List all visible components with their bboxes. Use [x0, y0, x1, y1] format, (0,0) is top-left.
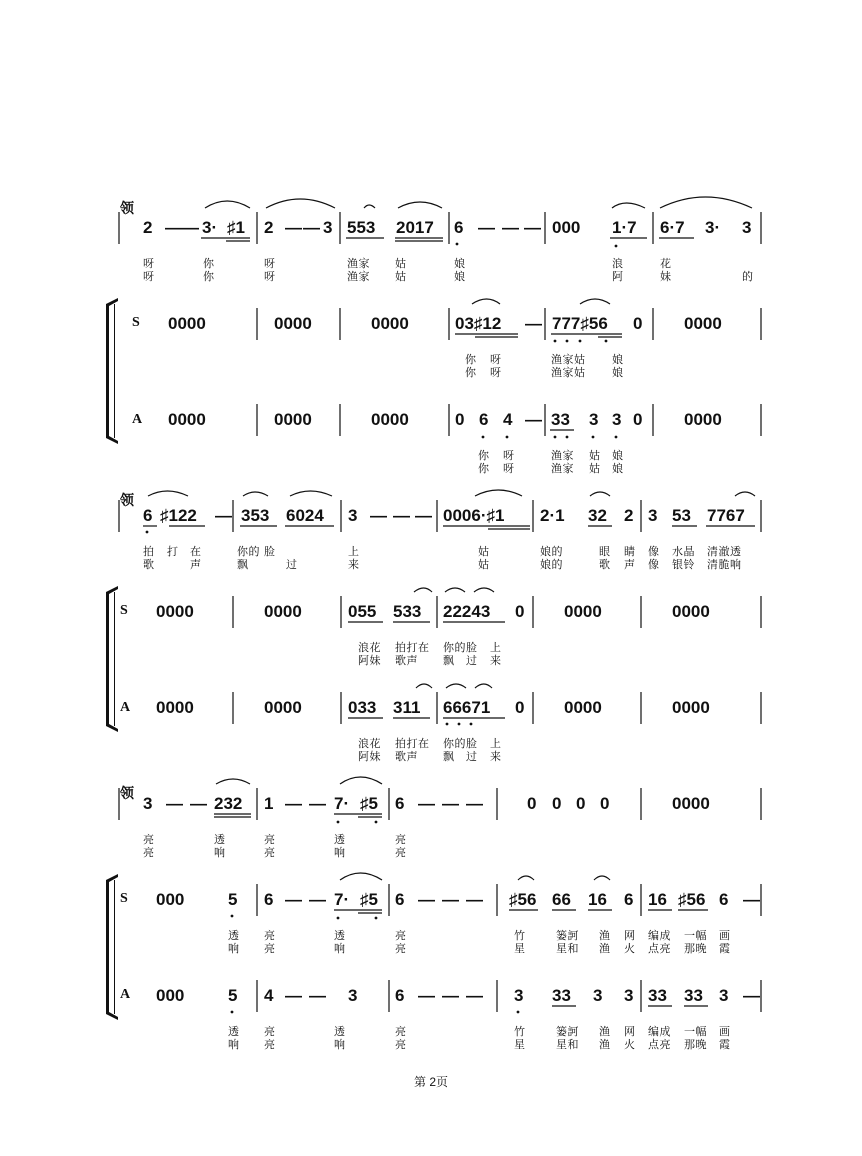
- note: 0006·♯1: [443, 506, 505, 525]
- note: —: [285, 794, 302, 813]
- note: 33: [684, 986, 703, 1005]
- lyric: 篓訶: [556, 1025, 579, 1038]
- note: —: [466, 890, 483, 909]
- lyric: 呀: [264, 270, 276, 283]
- note: 0000: [264, 698, 302, 717]
- note: 3: [719, 986, 729, 1005]
- lyric: 娘: [612, 462, 624, 475]
- note: 1: [264, 794, 274, 813]
- lyric: 响: [214, 846, 226, 859]
- lyric: 娘: [612, 353, 624, 366]
- lyric: 过: [466, 654, 478, 667]
- note: 000: [156, 890, 185, 909]
- lyric: 呀: [490, 353, 502, 366]
- note: 0: [633, 410, 643, 429]
- lyric: 渔家: [347, 270, 370, 283]
- soprano-voice-label: S: [132, 315, 140, 330]
- note: —: [165, 218, 182, 237]
- note: 0: [455, 410, 465, 429]
- note: 000: [552, 218, 581, 237]
- lyric: 呀: [264, 257, 276, 270]
- lyric: 飘: [443, 750, 455, 763]
- lyric: 亮: [264, 1025, 276, 1038]
- lyric: 亮: [143, 846, 155, 859]
- lyric: 网: [624, 1025, 636, 1038]
- lyric: 一幅: [684, 929, 707, 942]
- lyric: 渔家姑: [551, 353, 586, 366]
- note: 16: [588, 890, 607, 909]
- note: 000: [156, 986, 185, 1005]
- note: —: [525, 314, 542, 333]
- lyric: 火: [624, 1038, 636, 1051]
- lyric: 声: [190, 558, 202, 571]
- lyric: 响: [334, 1038, 346, 1051]
- note: 3·: [705, 218, 721, 237]
- lyric: 过: [286, 558, 298, 571]
- note: 3: [514, 986, 524, 1005]
- lyric: 上: [490, 641, 502, 654]
- lyric: 娘: [612, 449, 624, 462]
- lyric: 渔: [599, 1038, 611, 1051]
- note: 0: [527, 794, 537, 813]
- note: 0000: [672, 602, 710, 621]
- lyric: 呀: [143, 257, 155, 270]
- lyric: 渔家: [551, 462, 574, 475]
- alto-voice-label: A: [132, 412, 143, 427]
- note: 66671: [443, 698, 491, 717]
- note: 3: [143, 794, 153, 813]
- lyric: 那晚: [684, 1038, 707, 1051]
- note: —: [418, 794, 435, 813]
- lyric: 歌: [143, 558, 155, 571]
- note: —: [442, 794, 459, 813]
- lyric: 编成: [648, 1025, 671, 1038]
- lyric: 你: [203, 257, 215, 270]
- lyric: 像: [648, 558, 660, 571]
- note: 6: [479, 410, 489, 429]
- lyric: 霞: [719, 1038, 731, 1051]
- soprano-voice-label: S: [120, 891, 128, 906]
- lyric: 阿妹: [358, 654, 381, 667]
- alto-voice-label: A: [120, 987, 131, 1002]
- note: 0: [633, 314, 643, 333]
- note: —: [524, 218, 541, 237]
- lyric: 响: [334, 846, 346, 859]
- note: 5: [228, 890, 238, 909]
- note: 3: [648, 506, 658, 525]
- note: —: [466, 986, 483, 1005]
- note: 311: [393, 698, 421, 717]
- lyric: 阿妹: [358, 750, 381, 763]
- lyric: 娘的: [540, 558, 563, 571]
- lyric: 在: [190, 545, 202, 558]
- lyric: 姑: [478, 558, 490, 571]
- lyric: 点亮: [648, 942, 671, 955]
- page-number: 第 2页: [413, 1075, 448, 1089]
- lyric: 响: [228, 942, 240, 955]
- note: 33: [551, 410, 570, 429]
- lyric: 妹: [660, 270, 672, 283]
- lyric: 一幅: [684, 1025, 707, 1038]
- lyric: 响: [228, 1038, 240, 1051]
- lyric: 娘的: [540, 545, 563, 558]
- note: 0000: [274, 410, 312, 429]
- note: 353: [241, 506, 270, 525]
- lyric: 渔: [599, 1025, 611, 1038]
- note: 6: [719, 890, 729, 909]
- lyric: 姑: [589, 462, 601, 475]
- note: 6: [395, 890, 405, 909]
- note: 6: [454, 218, 464, 237]
- lyric: 拍: [143, 545, 155, 558]
- lyric: 的: [742, 270, 754, 283]
- note: 0000: [564, 602, 602, 621]
- note: 0000: [564, 698, 602, 717]
- note: 533: [393, 602, 422, 621]
- note: 33: [552, 986, 571, 1005]
- note: —: [309, 794, 326, 813]
- lyric: 来: [348, 558, 360, 571]
- note: 6: [143, 506, 153, 525]
- note: 232: [214, 794, 243, 813]
- lyric: 霞: [719, 942, 731, 955]
- lyric: 姑: [589, 449, 601, 462]
- note: —: [309, 890, 326, 909]
- lyric: 渔家姑: [551, 366, 586, 379]
- lyric: 透: [334, 929, 346, 942]
- note: 0000: [264, 602, 302, 621]
- lyric: 星和: [556, 1038, 579, 1051]
- lyric: 火: [624, 942, 636, 955]
- lyric: 水晶: [672, 545, 695, 558]
- note: 0000: [684, 410, 722, 429]
- lyric: 亮: [264, 942, 276, 955]
- note: 3: [589, 410, 599, 429]
- note: ♯56: [678, 890, 706, 909]
- lyric: 你的: [237, 545, 260, 558]
- lyric: 呀: [503, 449, 515, 462]
- note: —: [415, 506, 432, 525]
- lyric: 星和: [556, 942, 579, 955]
- note: 2: [143, 218, 153, 237]
- note: 3·: [202, 218, 218, 237]
- lyric: 拍打在: [395, 737, 430, 750]
- lyric: 睛: [624, 545, 636, 558]
- lyric: 你: [465, 353, 477, 366]
- lyric: 来: [490, 654, 502, 667]
- lyric: 亮: [395, 1038, 407, 1051]
- lyric: 银铃: [672, 558, 695, 571]
- lead-voice-label: 领: [120, 202, 134, 217]
- note: 0: [515, 602, 525, 621]
- lyric: 娘: [454, 257, 466, 270]
- lyric: 亮: [395, 942, 407, 955]
- note: —: [502, 218, 519, 237]
- note: 33: [648, 986, 667, 1005]
- lyric: 星: [514, 1038, 526, 1051]
- lyric: 你: [478, 449, 490, 462]
- note: 055: [348, 602, 377, 621]
- note: —: [442, 890, 459, 909]
- note: 03♯12: [455, 314, 502, 333]
- note: 3: [742, 218, 752, 237]
- note: 22243: [443, 602, 491, 621]
- lyric: 网: [624, 929, 636, 942]
- lyric: 亮: [264, 846, 276, 859]
- lyric: 亮: [395, 833, 407, 846]
- lyric: 编成: [648, 929, 671, 942]
- note: 7767: [707, 506, 745, 525]
- lyric: 透: [334, 1025, 346, 1038]
- lyric: 渔: [599, 929, 611, 942]
- note: —: [478, 218, 495, 237]
- lyric: 浪花: [358, 641, 381, 654]
- lyric: 声: [624, 558, 636, 571]
- lyric: 歌: [599, 558, 611, 571]
- lyric: 你的脸: [443, 737, 478, 750]
- note: 0000: [672, 698, 710, 717]
- lyric: 那晚: [684, 942, 707, 955]
- note: —: [182, 218, 199, 237]
- note: —: [442, 986, 459, 1005]
- lyric: 过: [466, 750, 478, 763]
- lyric: 你: [465, 366, 477, 379]
- note: 0000: [684, 314, 722, 333]
- lead-voice-label: 领: [120, 494, 134, 509]
- note: 32: [588, 506, 607, 525]
- lyric: 点亮: [648, 1038, 671, 1051]
- note: —: [285, 218, 302, 237]
- note: 6: [264, 890, 274, 909]
- lyric: 拍打在: [395, 641, 430, 654]
- note: ♯5: [360, 794, 378, 813]
- note: —: [285, 986, 302, 1005]
- note: —: [215, 506, 232, 525]
- lyric: 浪花: [358, 737, 381, 750]
- note: —: [418, 986, 435, 1005]
- lyric: 画: [719, 1025, 731, 1038]
- lyric: 透: [228, 1025, 240, 1038]
- lyric: 眼: [599, 545, 611, 558]
- note: 5: [228, 986, 238, 1005]
- note: ♯5: [360, 890, 378, 909]
- note: 033: [348, 698, 377, 717]
- alto-voice-label: A: [120, 700, 131, 715]
- lyric: 呀: [143, 270, 155, 283]
- note: 553: [347, 218, 376, 237]
- note: —: [309, 986, 326, 1005]
- note: ♯56: [509, 890, 537, 909]
- note: —: [525, 410, 542, 429]
- note: 7·: [334, 890, 350, 909]
- note: 16: [648, 890, 667, 909]
- note: 0000: [168, 410, 206, 429]
- lyric: 透: [228, 929, 240, 942]
- lyric: 竹: [514, 1025, 526, 1038]
- lyric: 飘: [443, 654, 455, 667]
- note: 3: [323, 218, 333, 237]
- note: ♯122: [160, 506, 197, 525]
- lyric: 透: [214, 833, 226, 846]
- note: 0: [552, 794, 562, 813]
- note: 2·1: [540, 506, 565, 525]
- note: 53: [672, 506, 691, 525]
- lyric: 脸: [264, 545, 276, 558]
- note: 0: [576, 794, 586, 813]
- note: 4: [503, 410, 513, 429]
- lyric: 姑: [395, 257, 407, 270]
- lyric: 你的脸: [443, 641, 478, 654]
- note: 6: [395, 794, 405, 813]
- note: —: [418, 890, 435, 909]
- note: —: [743, 986, 760, 1005]
- note: 0000: [156, 602, 194, 621]
- note: 0000: [156, 698, 194, 717]
- note: 0000: [274, 314, 312, 333]
- lyric: 姑: [395, 270, 407, 283]
- lyric: 渔家: [551, 449, 574, 462]
- note: 0000: [168, 314, 206, 333]
- lyric: 姑: [478, 545, 490, 558]
- lyric: 浪: [612, 257, 624, 270]
- note: 6: [624, 890, 634, 909]
- note: 3: [612, 410, 622, 429]
- note: 0000: [672, 794, 710, 813]
- note: 3: [593, 986, 603, 1005]
- lyric: 渔家: [347, 257, 370, 270]
- lyric: 亮: [264, 929, 276, 942]
- note: ♯1: [227, 218, 245, 237]
- note: 1·7: [612, 218, 637, 237]
- note: —: [743, 890, 760, 909]
- lyric: 透: [334, 833, 346, 846]
- lyric: 你: [478, 462, 490, 475]
- lyric: 歌声: [395, 654, 418, 667]
- lyric: 亮: [395, 929, 407, 942]
- soprano-voice-label: S: [120, 603, 128, 618]
- lyric: 呀: [503, 462, 515, 475]
- note: 6·7: [660, 218, 685, 237]
- lyric: 清脆响: [707, 558, 742, 571]
- note: 2: [624, 506, 634, 525]
- note: 6024: [286, 506, 324, 525]
- lyric: 篓訶: [556, 929, 579, 942]
- lyric: 阿: [612, 270, 624, 283]
- lyric: 亮: [395, 846, 407, 859]
- lyric: 竹: [514, 929, 526, 942]
- lyric: 呀: [490, 366, 502, 379]
- note: —: [303, 218, 320, 237]
- lyric: 星: [514, 942, 526, 955]
- note: —: [370, 506, 387, 525]
- note: 0000: [371, 410, 409, 429]
- lyric: 来: [490, 750, 502, 763]
- lyric: 亮: [143, 833, 155, 846]
- note: 6: [395, 986, 405, 1005]
- note: 7·: [334, 794, 350, 813]
- lyric: 花: [660, 257, 672, 270]
- lyric: 画: [719, 929, 731, 942]
- note: 2017: [396, 218, 434, 237]
- note: —: [466, 794, 483, 813]
- lyric: 打: [167, 545, 179, 558]
- lyric: 清澈透: [707, 545, 742, 558]
- note: 777♯56: [552, 314, 608, 333]
- note: 2: [264, 218, 274, 237]
- lyric: 亮: [395, 1025, 407, 1038]
- note: —: [393, 506, 410, 525]
- note: —: [190, 794, 207, 813]
- lyric: 亮: [264, 1038, 276, 1051]
- lyric: 你: [203, 270, 215, 283]
- lyric: 娘: [454, 270, 466, 283]
- lyric: 飘: [237, 558, 249, 571]
- lyric: 歌声: [395, 750, 418, 763]
- note: 0: [515, 698, 525, 717]
- note: 4: [264, 986, 274, 1005]
- note: —: [166, 794, 183, 813]
- lead-voice-label: 领: [120, 787, 134, 802]
- note: 66: [552, 890, 571, 909]
- lyric: 上: [348, 545, 360, 558]
- note: 3: [624, 986, 634, 1005]
- lyric: 上: [490, 737, 502, 750]
- lyric: 像: [648, 545, 660, 558]
- note: 0000: [371, 314, 409, 333]
- note: —: [285, 890, 302, 909]
- note: 3: [348, 986, 358, 1005]
- lyric: 渔: [599, 942, 611, 955]
- lyric: 响: [334, 942, 346, 955]
- lyric: 娘: [612, 366, 624, 379]
- note: 0: [600, 794, 610, 813]
- note: 3: [348, 506, 358, 525]
- lyric: 亮: [264, 833, 276, 846]
